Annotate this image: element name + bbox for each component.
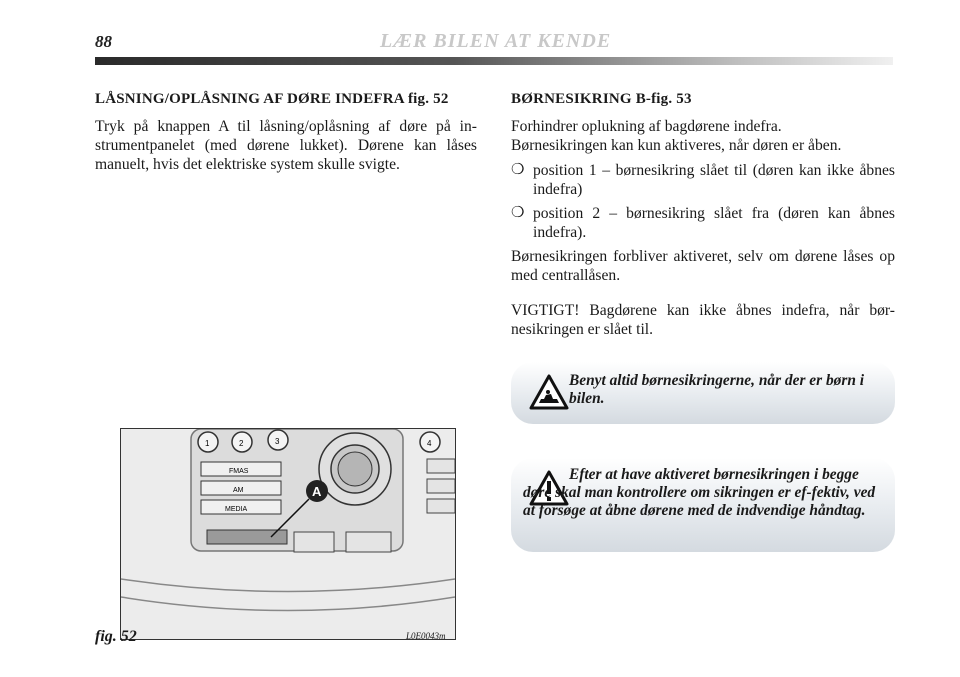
preset-label: 3	[275, 437, 280, 446]
left-column	[95, 90, 477, 180]
bullet-circle-icon: ❍	[511, 162, 525, 178]
child-lock-intro-1: Forhindrer oplukning af bagdørene indefra.	[511, 118, 782, 135]
band-label: FMAS	[229, 468, 249, 475]
running-title: LÆR BILEN AT KENDE	[380, 30, 612, 52]
figure-label: fig. 52	[95, 628, 137, 645]
bullet-circle-icon: ❍	[511, 205, 525, 221]
list-item	[511, 204, 895, 242]
warning-box-children	[511, 362, 895, 424]
preset-label: 1	[205, 439, 210, 448]
preset-label: 2	[239, 439, 244, 448]
figure-code: L0E0043m	[406, 631, 446, 641]
locking-body: Tryk på knappen A til låsning/oplåsning af døre på in-strumentpanelet (med dørene lukket). Dørene kan låses manuelt, hvis det elektriske system skulle svigte.	[95, 118, 477, 173]
list-item	[511, 161, 895, 199]
page-number: 88	[95, 32, 112, 51]
header-rule	[95, 57, 893, 65]
band-label: MEDIA	[225, 506, 248, 513]
section-heading-child-lock: BØRNESIKRING B-fig. 53	[511, 91, 692, 107]
child-lock-important: VIGTIGT! Bagdørene kan ikke åbnes indefra, når bør-nesikringen er slået til.	[511, 302, 895, 338]
band-label: AM	[233, 487, 244, 494]
preset-label: 4	[427, 439, 432, 448]
warning-box-check-lock	[511, 458, 895, 552]
figure-52-dashboard	[120, 428, 456, 640]
callout-a-label: A	[312, 484, 322, 499]
warning-text: Benyt altid børnesikringerne, når der er børn i bilen.	[569, 372, 865, 407]
bullet-text: position 1 – børnesikring slået til (døren kan ikke åbnes indefra)	[533, 162, 895, 198]
child-seat-warning-icon	[529, 374, 569, 410]
radio-panel-illustration	[121, 429, 455, 639]
right-column	[511, 90, 895, 345]
warning-text: Efter at have aktiveret børnesikringen i begge døre skal man kontrollere om sikringen er ef-fektiv, ved at forsøge at åbne dørene med de indvendige håndtag.	[523, 466, 876, 519]
bullet-text: position 2 – børnesikring slået fra (døren kan åbnes indefra).	[533, 205, 895, 241]
section-heading-locking: LÅSNING/OPLÅSNING AF DØRE INDEFRA fig. 52	[95, 91, 449, 107]
child-lock-para-1: Børnesikringen forbliver aktiveret, selv om dørene låses op med centrallåsen.	[511, 248, 895, 284]
child-lock-intro-2: Børnesikringen kan kun aktiveres, når døren er åben.	[511, 137, 842, 154]
